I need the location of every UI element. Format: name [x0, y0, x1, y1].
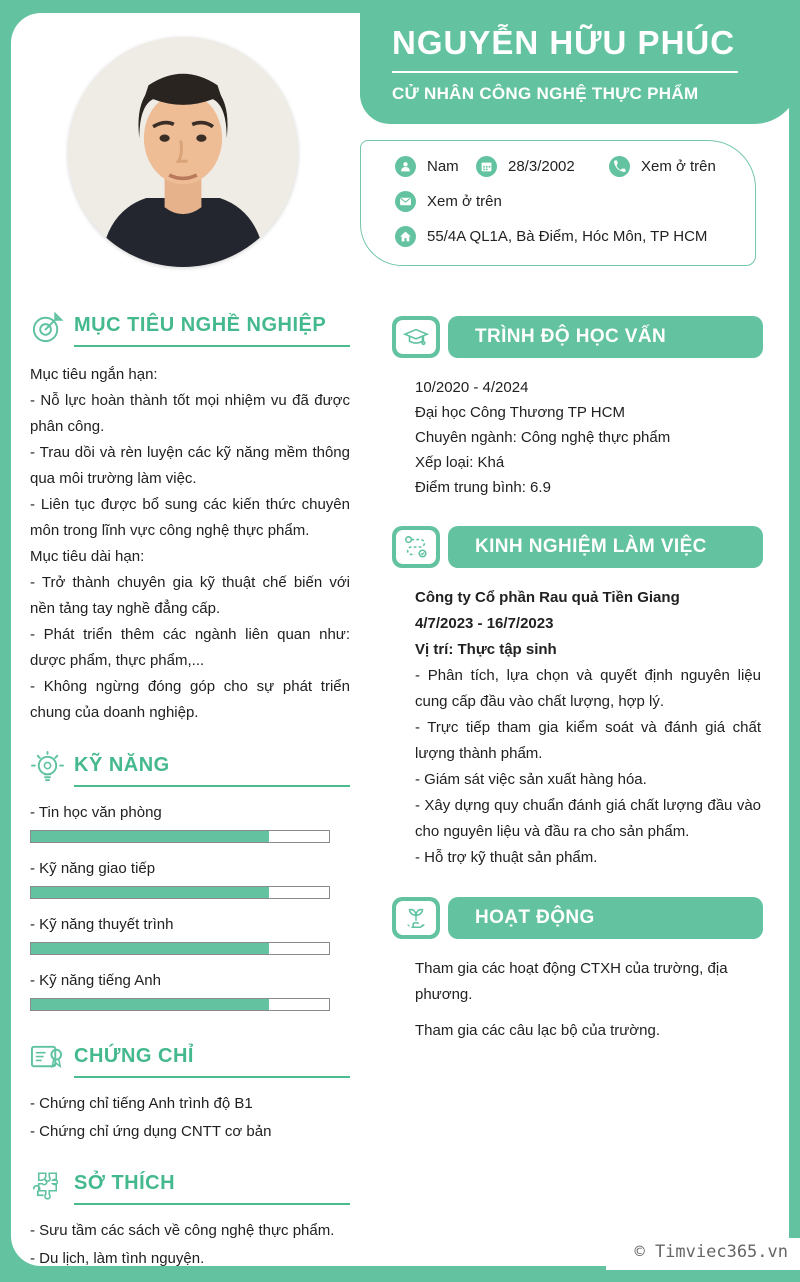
- activities-section: [392, 897, 763, 1044]
- education-content: [392, 358, 763, 500]
- skill-item: [30, 972, 350, 1011]
- lightbulb-icon: [30, 750, 65, 785]
- page-title: NGUYỄN HỮU PHÚC: [392, 24, 736, 61]
- experience-bullet: - Xây dựng quy chuẩn đánh giá chất lượng đầu vào cho nguyên liệu và đầu ra cho sản phẩm.: [415, 797, 761, 840]
- experience-bullet: - Phân tích, lựa chọn và quyết định nguyên liệu cung cấp đầu vào chất lượng, hợp lý.: [415, 667, 761, 710]
- activity-item: Tham gia các hoạt động CTXH của trường, địa phương.: [415, 960, 728, 1003]
- phone-field: [609, 156, 716, 177]
- puzzle-icon: [30, 1168, 65, 1203]
- activities-title: HOẠT ĐỘNG: [475, 907, 595, 928]
- skill-bar-fill: [31, 831, 269, 842]
- hobbies-title: SỞ THÍCH: [74, 1172, 176, 1194]
- activities-title-bar: [448, 897, 763, 939]
- experience-icon-box: [392, 526, 440, 568]
- hand-sprout-icon: [396, 901, 436, 935]
- education-title: TRÌNH ĐỘ HỌC VẤN: [475, 326, 667, 347]
- objective-section-header: [30, 310, 350, 347]
- experience-section: [392, 526, 763, 871]
- objective-line: - Trau dồi và rèn luyện các kỹ năng mềm thông qua môi trường làm việc.: [30, 444, 350, 487]
- experience-content: [392, 568, 763, 871]
- header: [360, 0, 800, 124]
- left-column: [30, 310, 350, 1273]
- certificates-title-underline: [74, 1041, 350, 1078]
- experience-position: Vị trí: Thực tập sinh: [415, 641, 557, 658]
- experience-company: Công ty Cổ phần Rau quả Tiền Giang: [415, 589, 680, 606]
- certificates-section-header: [30, 1041, 350, 1078]
- education-icon-box: [392, 316, 440, 358]
- experience-title-bar: [448, 526, 763, 568]
- skill-bar-fill: [31, 999, 269, 1010]
- skill-bar: [30, 942, 330, 955]
- skill-item: [30, 916, 350, 955]
- skill-bar: [30, 998, 330, 1011]
- job-title: CỬ NHÂN CÔNG NGHỆ THỰC PHẨM: [392, 84, 699, 103]
- activities-section-header: [392, 897, 763, 939]
- hobbies-title-underline: [74, 1168, 350, 1205]
- education-line: Chuyên ngành: Công nghệ thực phẩm: [415, 429, 671, 446]
- objective-line: - Liên tục được bổ sung các kiến thức chuyên môn trong lĩnh vực công nghệ thực phẩm.: [30, 496, 350, 539]
- certificates-list: [30, 1090, 350, 1146]
- avatar: [68, 37, 298, 267]
- skills-title-underline: [74, 750, 350, 787]
- hobbies-section-header: [30, 1168, 350, 1205]
- activities-content: [392, 939, 763, 1044]
- skill-label: - Kỹ năng thuyết trình: [30, 916, 174, 933]
- experience-bullet: - Giám sát việc sản xuất hàng hóa.: [415, 771, 647, 788]
- objective-line: Mục tiêu dài hạn:: [30, 548, 145, 565]
- certificates-title: CHỨNG CHỈ: [74, 1045, 194, 1067]
- certificate-item: - Chứng chỉ tiếng Anh trình độ B1: [30, 1095, 253, 1112]
- site-watermark: © Timviec365.vn: [606, 1238, 800, 1270]
- home-icon: [395, 226, 416, 247]
- skill-item: [30, 804, 350, 843]
- hobby-item: - Du lịch, làm tình nguyện.: [30, 1250, 205, 1267]
- skill-bar: [30, 830, 330, 843]
- experience-period: 4/7/2023 - 16/7/2023: [415, 615, 554, 632]
- education-section-header: [392, 316, 763, 358]
- skill-bar-fill: [31, 887, 269, 898]
- skills-section: [30, 750, 350, 1011]
- experience-bullet: - Hỗ trợ kỹ thuật sản phẩm.: [415, 849, 598, 866]
- mail-icon: [395, 191, 416, 212]
- email-value: Xem ở trên: [427, 193, 502, 210]
- objective-title: MỤC TIÊU NGHỀ NGHIỆP: [74, 314, 327, 336]
- skill-label: - Kỹ năng tiếng Anh: [30, 972, 161, 989]
- experience-section-header: [392, 526, 763, 568]
- route-icon: [396, 530, 436, 564]
- phone-value: Xem ở trên: [641, 158, 716, 175]
- certificate-item: - Chứng chỉ ứng dụng CNTT cơ bản: [30, 1123, 272, 1140]
- person-icon: [395, 156, 416, 177]
- education-line: Đại học Công Thương TP HCM: [415, 404, 625, 421]
- gender-value: Nam: [427, 158, 459, 175]
- certificate-icon: [30, 1041, 65, 1076]
- hobbies-section: [30, 1168, 350, 1273]
- education-line: Điểm trung bình: 6.9: [415, 479, 551, 496]
- phone-icon: [609, 156, 630, 177]
- objective-text: [30, 362, 350, 726]
- gender-field: [395, 156, 476, 177]
- skills-title: KỸ NĂNG: [74, 754, 170, 776]
- activity-item: Tham gia các câu lạc bộ của trường.: [415, 1022, 660, 1039]
- email-field: [395, 191, 502, 212]
- activities-icon-box: [392, 897, 440, 939]
- skill-label: - Kỹ năng giao tiếp: [30, 860, 156, 877]
- education-line: 10/2020 - 4/2024: [415, 379, 529, 396]
- dob-value: 28/3/2002: [508, 158, 575, 175]
- skill-bar: [30, 886, 330, 899]
- name-underline: [392, 71, 738, 73]
- objective-title-underline: [74, 310, 350, 347]
- education-title-bar: [448, 316, 763, 358]
- skills-section-header: [30, 750, 350, 787]
- experience-title: KINH NGHIỆM LÀM VIỆC: [475, 536, 707, 557]
- target-icon: [30, 310, 65, 345]
- hobbies-list: [30, 1217, 350, 1273]
- objective-line: - Phát triển thêm các ngành liên quan như: dược phẩm, thực phẩm,...: [30, 626, 350, 669]
- calendar-icon: [476, 156, 497, 177]
- profile-photo: [68, 37, 298, 267]
- right-column: [392, 316, 763, 1070]
- contact-row: [395, 156, 755, 177]
- education-section: [392, 316, 763, 500]
- experience-bullet: - Trực tiếp tham gia kiểm soát và đánh giá chất lượng thành phẩm.: [415, 719, 761, 762]
- dob-field: [476, 156, 609, 177]
- graduation-cap-icon: [396, 320, 436, 354]
- objective-line: - Không ngừng đóng góp cho sự phát triển chung của doanh nghiệp.: [30, 678, 350, 721]
- objective-line: - Nỗ lực hoàn thành tốt mọi nhiệm vu đã được phân công.: [30, 392, 350, 435]
- objective-line: Mục tiêu ngắn hạn:: [30, 366, 158, 383]
- skill-item: [30, 860, 350, 899]
- certificates-section: [30, 1041, 350, 1146]
- contact-row: [395, 226, 755, 247]
- skill-bar-fill: [31, 943, 269, 954]
- education-line: Xếp loại: Khá: [415, 454, 505, 471]
- contact-card: [360, 140, 756, 266]
- objective-line: - Trở thành chuyên gia kỹ thuật chế biến với nền tảng tay nghề đẳng cấp.: [30, 574, 350, 617]
- address-value: 55/4A QL1A, Bà Điểm, Hóc Môn, TP HCM: [427, 228, 708, 245]
- address-field: [395, 226, 707, 247]
- hobby-item: - Sưu tầm các sách về công nghệ thực phẩm.: [30, 1222, 335, 1239]
- contact-row: [395, 191, 755, 212]
- skill-label: - Tin học văn phòng: [30, 804, 162, 821]
